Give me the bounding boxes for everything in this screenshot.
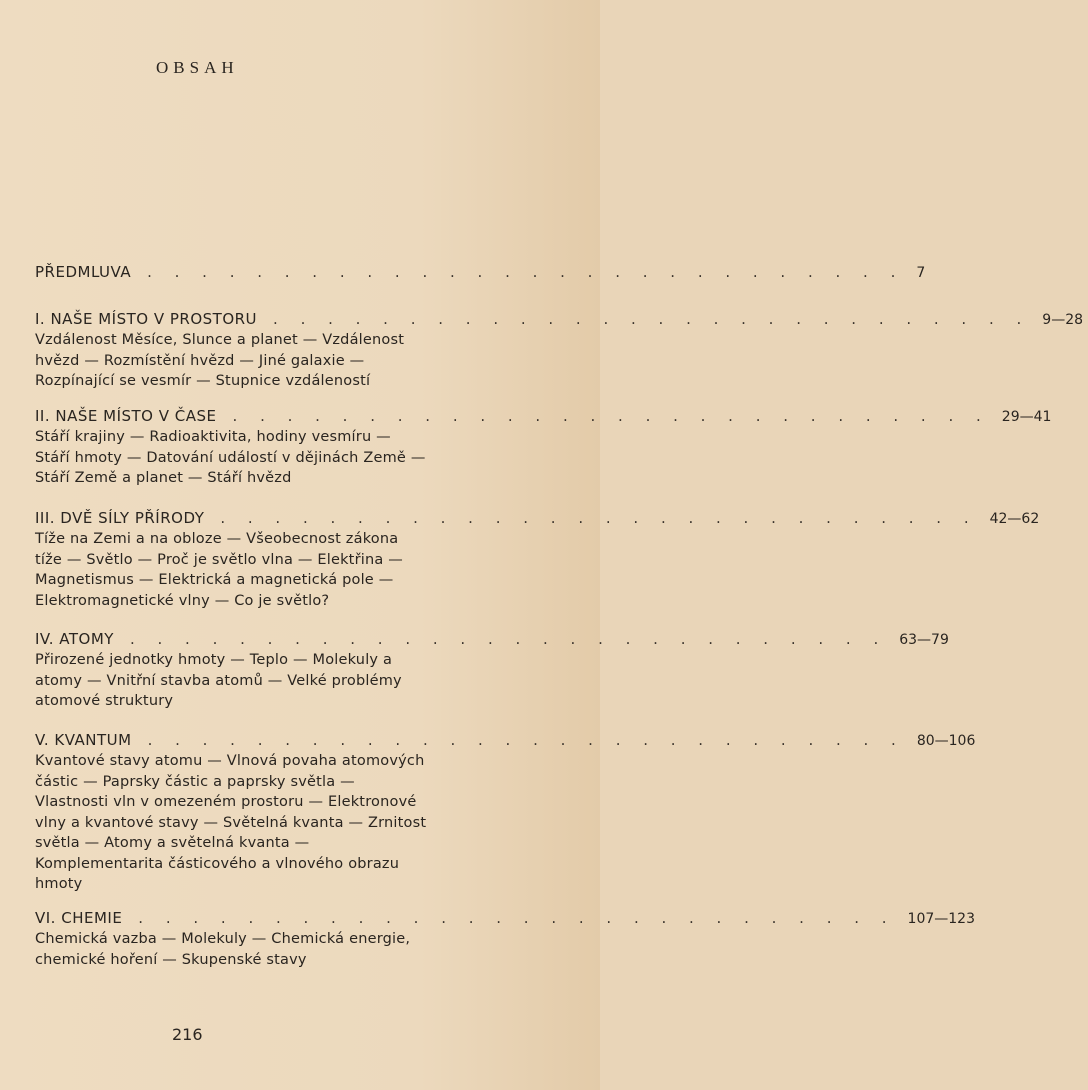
toc-entry-pages: 9—28 (1042, 312, 1084, 328)
description-line: Chemická vazba — Molekuly — Chemická energie, (35, 931, 411, 947)
toc-entry-description (35, 427, 565, 489)
description-line: hmoty (35, 876, 83, 892)
description-line: Stáří hmoty — Datování událostí v dějinách Země — (35, 449, 426, 466)
toc-entry-title: V. KVANTUM (35, 731, 132, 749)
leader-dots: . . . . . . . . . . . . . . . . . . . . . . . . . . . . (232, 407, 990, 425)
description-line: Stáří Země a planet — Stáří hvězd (35, 470, 292, 486)
toc-entry-title: II. NAŠE MÍSTO V ČASE (35, 407, 217, 425)
toc-entry-pages: 7 (916, 265, 926, 281)
page-heading: OBSAH (156, 58, 239, 77)
toc-entry-4 (35, 629, 949, 712)
description-line: světla — Atomy a světelná kvanta — (35, 835, 310, 851)
description-line: Vzdálenost Měsíce, Slunce a planet — Vzdálenost (35, 332, 405, 348)
description-line: Magnetismus — Elektrická a magnetická pole — (35, 572, 394, 588)
toc-entry-pages: 107—123 (907, 911, 975, 927)
toc-entry-description (35, 650, 565, 712)
description-line: atomové struktury (35, 693, 174, 709)
toc-entry-title: III. DVĚ SÍLY PŘÍRODY (35, 509, 205, 527)
leader-dots: . . . . . . . . . . . . . . . . . . . . . . . . . . . . (138, 909, 896, 927)
toc-entry-6 (35, 908, 975, 970)
toc-entry-1 (35, 309, 1084, 392)
description-line: Vlastnosti vln v omezeném prostoru — Elektronové (35, 794, 417, 810)
toc-entry-pages: 42—62 (989, 511, 1040, 527)
description-line: Kvantové stavy atomu — Vlnová povaha atomových (35, 753, 425, 769)
description-line: tíže — Světlo — Proč je světlo vlna — Elektřina — (35, 551, 403, 568)
description-line: hvězd — Rozmístění hvězd — Jiné galaxie — (35, 352, 365, 369)
description-line: Stáří krajiny — Radioaktivita, hodiny vesmíru — (35, 429, 391, 445)
toc-entry-pages: 80—106 (916, 733, 976, 749)
leader-dots: . . . . . . . . . . . . . . . . . . . . . . . . . . . . (273, 310, 1031, 328)
toc-entry-pages: 29—41 (1001, 409, 1052, 425)
page-number: 216 (172, 1025, 203, 1044)
description-line: chemické hoření — Skupenské stavy (35, 951, 307, 968)
description-line: vlny a kvantové stavy — Světelná kvanta — Zrnitost (35, 814, 427, 831)
description-line: Přirozené jednotky hmoty — Teplo — Molekuly a (35, 652, 393, 668)
toc-entry-3 (35, 508, 1040, 611)
description-line: Rozpínající se vesmír — Stupnice vzdáleností (35, 373, 371, 389)
description-line: Elektromagnetické vlny — Co je světlo? (35, 592, 330, 609)
toc-entry-pages: 63—79 (899, 632, 949, 648)
leader-dots: . . . . . . . . . . . . . . . . . . . . . . . . . . . . (147, 263, 905, 281)
toc-entry-title: PŘEDMLUVA (35, 263, 132, 281)
description-line: atomy — Vnitřní stavba atomů — Velké problémy (35, 672, 402, 689)
toc-entry-title: VI. CHEMIE (35, 909, 123, 927)
leader-dots: . . . . . . . . . . . . . . . . . . . . . . . . . . . . (129, 630, 888, 648)
leader-dots: . . . . . . . . . . . . . . . . . . . . . . . . . . . . (220, 509, 978, 527)
toc-entry-description (35, 529, 565, 611)
description-line: částic — Paprsky částic a paprsky světla — (35, 773, 355, 790)
toc-entry-description (35, 751, 565, 895)
toc-entry-5 (35, 730, 976, 895)
leader-dots: . . . . . . . . . . . . . . . . . . . . . . . . . . . . (147, 731, 905, 749)
toc-entry-title: I. NAŠE MÍSTO V PROSTORU (35, 310, 258, 328)
toc-entry-description (35, 929, 565, 970)
toc-entry-preface (35, 262, 926, 283)
toc-entry-title: IV. ATOMY (35, 630, 114, 648)
description-line: Komplementarita částicového a vlnového obrazu (35, 855, 400, 872)
description-line: Tíže na Zemi a na obloze — Všeobecnost zákona (35, 531, 399, 547)
toc-entry-description (35, 330, 565, 392)
toc-entry-2 (35, 406, 1052, 489)
